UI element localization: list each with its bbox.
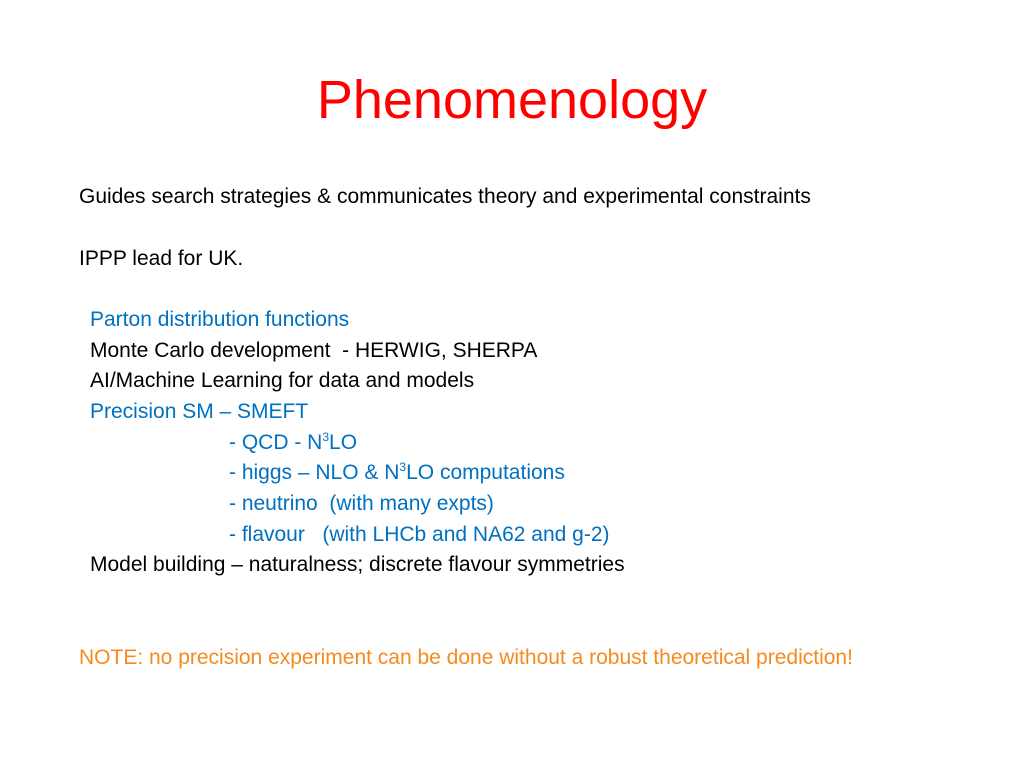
- subitem-qcd-suffix: LO: [329, 431, 358, 454]
- item-precision-sm: Precision SM – SMEFT: [90, 400, 309, 423]
- intro-text: Guides search strategies & communicates theory and experimental constraints: [79, 185, 811, 208]
- subitem-higgs-suffix: LO computations: [406, 461, 565, 484]
- subitem-qcd-sup: 3: [322, 430, 330, 444]
- subitem-neutrino: - neutrino (with many expts): [229, 492, 494, 515]
- item-pdf: Parton distribution functions: [90, 308, 350, 331]
- item-ai-ml: AI/Machine Learning for data and models: [90, 369, 475, 392]
- lead-text: IPPP lead for UK.: [79, 247, 244, 270]
- item-monte-carlo: Monte Carlo development - HERWIG, SHERPA: [90, 339, 538, 362]
- subitem-higgs: [229, 460, 565, 486]
- subitem-qcd: [229, 430, 357, 456]
- subitem-higgs-prefix: - higgs – NLO & N: [229, 461, 400, 484]
- item-model-building: Model building – naturalness; discrete flavour symmetries: [90, 553, 625, 576]
- subitem-higgs-sup: 3: [399, 460, 407, 474]
- subitem-qcd-prefix: - QCD - N: [229, 431, 323, 454]
- slide-title: Phenomenology: [316, 70, 708, 130]
- note-text: NOTE: no precision experiment can be done without a robust theoretical prediction!: [79, 646, 853, 669]
- subitem-flavour: - flavour (with LHCb and NA62 and g-2): [229, 523, 610, 546]
